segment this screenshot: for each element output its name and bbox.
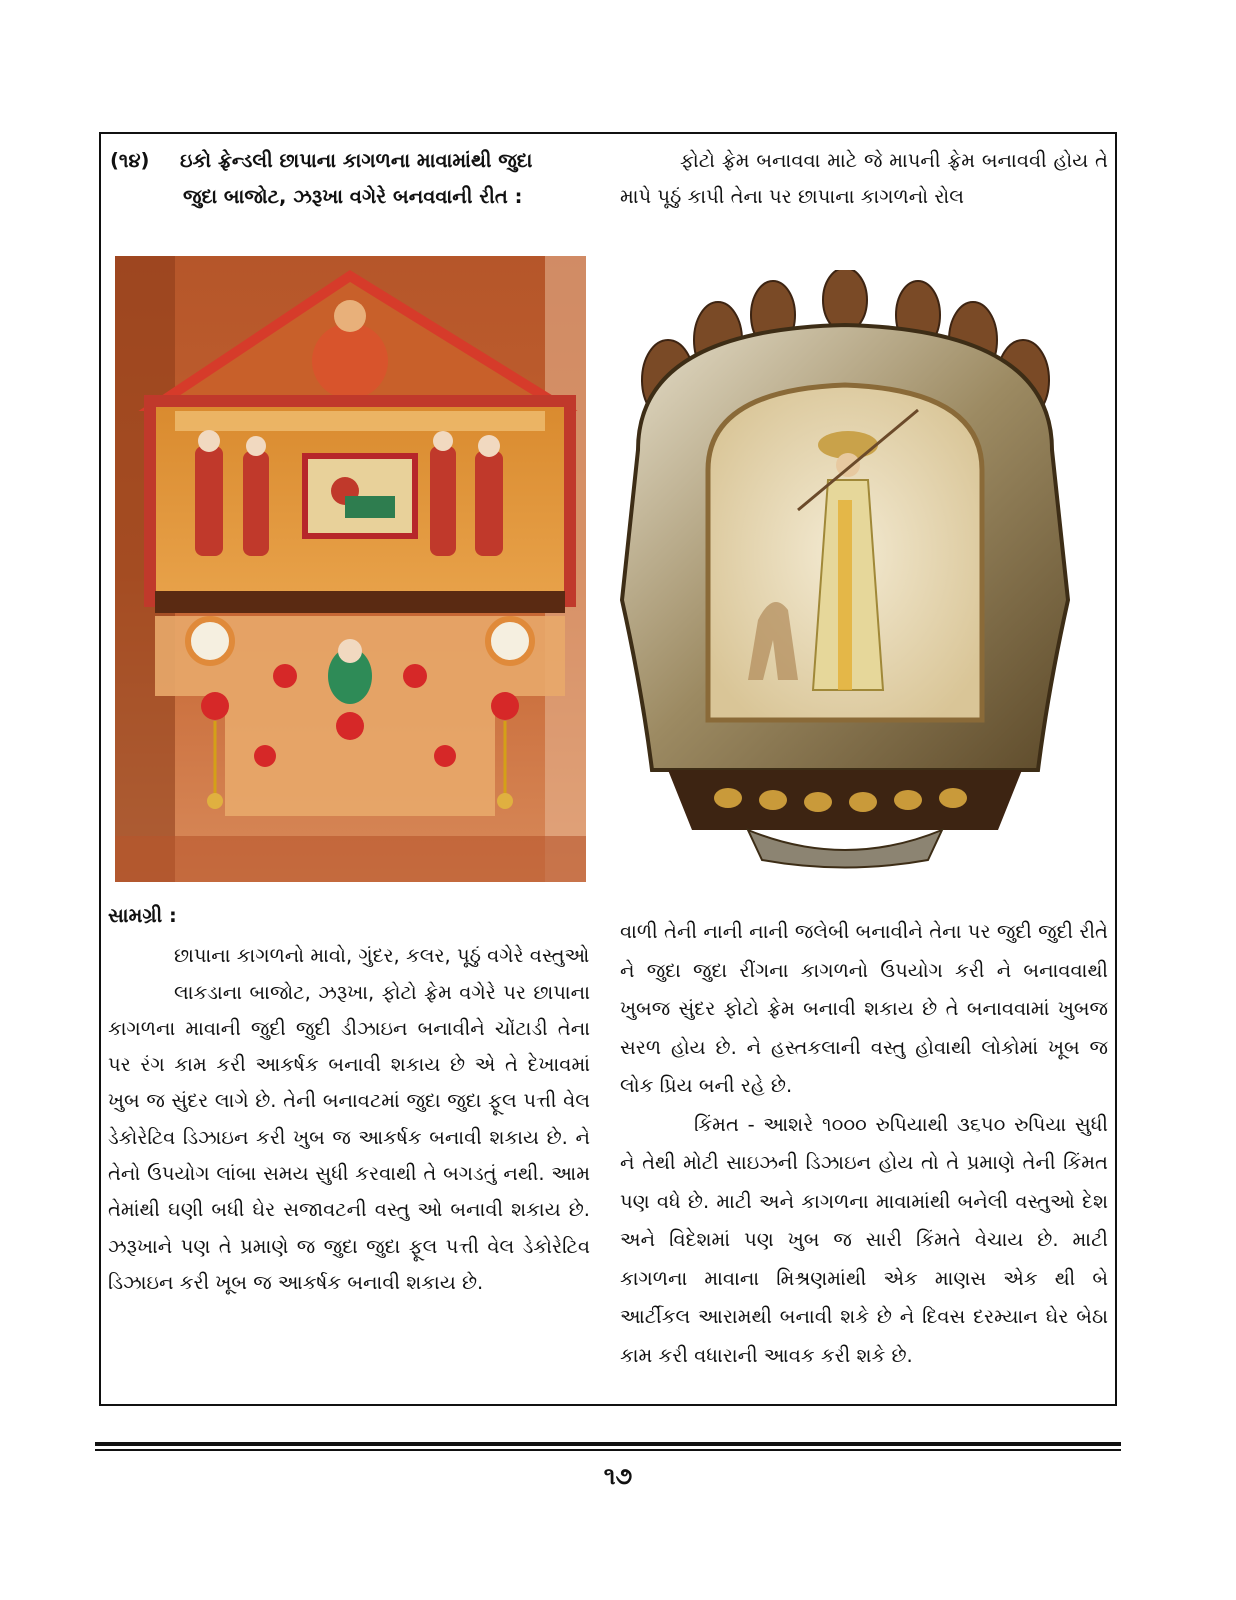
right-intro-text <box>620 143 1108 215</box>
ornate-photo-frame-photo <box>598 270 1092 878</box>
right-body-paragraph-1: વાળી તેની નાની નાની જલેબી બનાવીને તેના પર જુદી જુદી રીતે ને જુદા જુદા રીંગના કાગળનો ઉપયોગ કરી ને બનાવવાથી ખુબજ સુંદર ફોટો ફ્રેમ બનાવી શકાય છે તે બનાવવામાં ખુબજ સરળ હોય છે. ને હસ્તકલાની વસ્તુ હોવાથી લોકોમાં ખૂબ જ લોક પ્રિય બની રહે છે. <box>620 920 1108 1097</box>
footer-rule-thick <box>95 1442 1121 1446</box>
right-intro-paragraph: ફોટો ફ્રેમ બનાવવા માટે જે માપની ફ્રેમ બનાવવી હોય તે માપે પૂઠું કાપી તેના પર છાપાના કાગળનો રોલ <box>620 149 1108 208</box>
page-number: ૧૭ <box>603 1462 633 1490</box>
right-body-section <box>620 913 1108 1375</box>
heading-line-2: જુદા બાજોટ, ઝરૂખા વગેરે બનવવાની રીત : <box>183 185 523 208</box>
section-heading <box>110 143 592 215</box>
materials-body: લાકડાના બાજોટ, ઝરૂખા, ફોટો ફ્રેમ વગેરે પર છાપાના કાગળના માવાની જુદી જુદી ડીઝાઇન બનાવીને ચોંટાડી તેના પર રંગ કામ કરી આકર્ષક બનાવી શકાય છે એ તે દેખાવમાં ખુબ જ સુંદર લાગે છે. તેની બનાવટમાં જુદા જુદા ફૂલ પત્તી વેલ ડેકોરેટિવ ડિઝાઇન કરી ખુબ જ આકર્ષક બનાવી શકાય છે. ને તેનો ઉપયોગ લાંબા સમય સુધી કરવાથી તે બગડતું નથી. આમ તેમાંથી ઘણી બધી ઘેર સજાવટની વસ્તુ ઓ બનાવી શકાય છે. ઝરૂખાને પણ તે પ્રમાણે જ જુદા જુદા ફૂલ પત્તી વેલ ડેકોરેટિવ ડિઝાઇન કરી ખૂબ જ આકર્ષક બનાવી શકાય છે. <box>108 980 590 1294</box>
footer-rule-thin <box>95 1449 1121 1451</box>
section-number: (૧૪) <box>110 149 150 172</box>
heading-line-1: ઇકો ફ્રેન્ડલી છાપાના કાગળના માવામાંથી જુદા <box>180 149 533 172</box>
price-paragraph: કિંમત - આશરે ૧૦૦૦ રુપિયાથી ૩૬૫૦ રુપિયા સુધી ને તેથી મોટી સાઇઝની ડિઝાઇન હોય તો તે પ્રમાણે તેની કિંમત પણ વધે છે. માટી અને કાગળના માવામાંથી બનેલી વસ્તુઓ દેશ અને વિદેશમાં પણ ખુબ જ સારી કિંમતે વેચાય છે. માટી કાગળના માવાના મિશ્રણમાંથી એક માણસ એક થી બે આર્ટીકલ આરામથી બનાવી શકે છે ને દિવસ દરમ્યાન ઘેર બેઠા કામ કરી વધારાની આવક કરી શકે છે. <box>620 1112 1108 1367</box>
materials-section <box>108 898 590 1301</box>
materials-label: સામગ્રી : <box>108 904 177 927</box>
materials-list: છાપાના કાગળનો માવો, ગુંદર, કલર, પૂઠું વગેરે વસ્તુઓ <box>174 944 590 968</box>
toran-wall-hanging-photo <box>115 256 586 882</box>
